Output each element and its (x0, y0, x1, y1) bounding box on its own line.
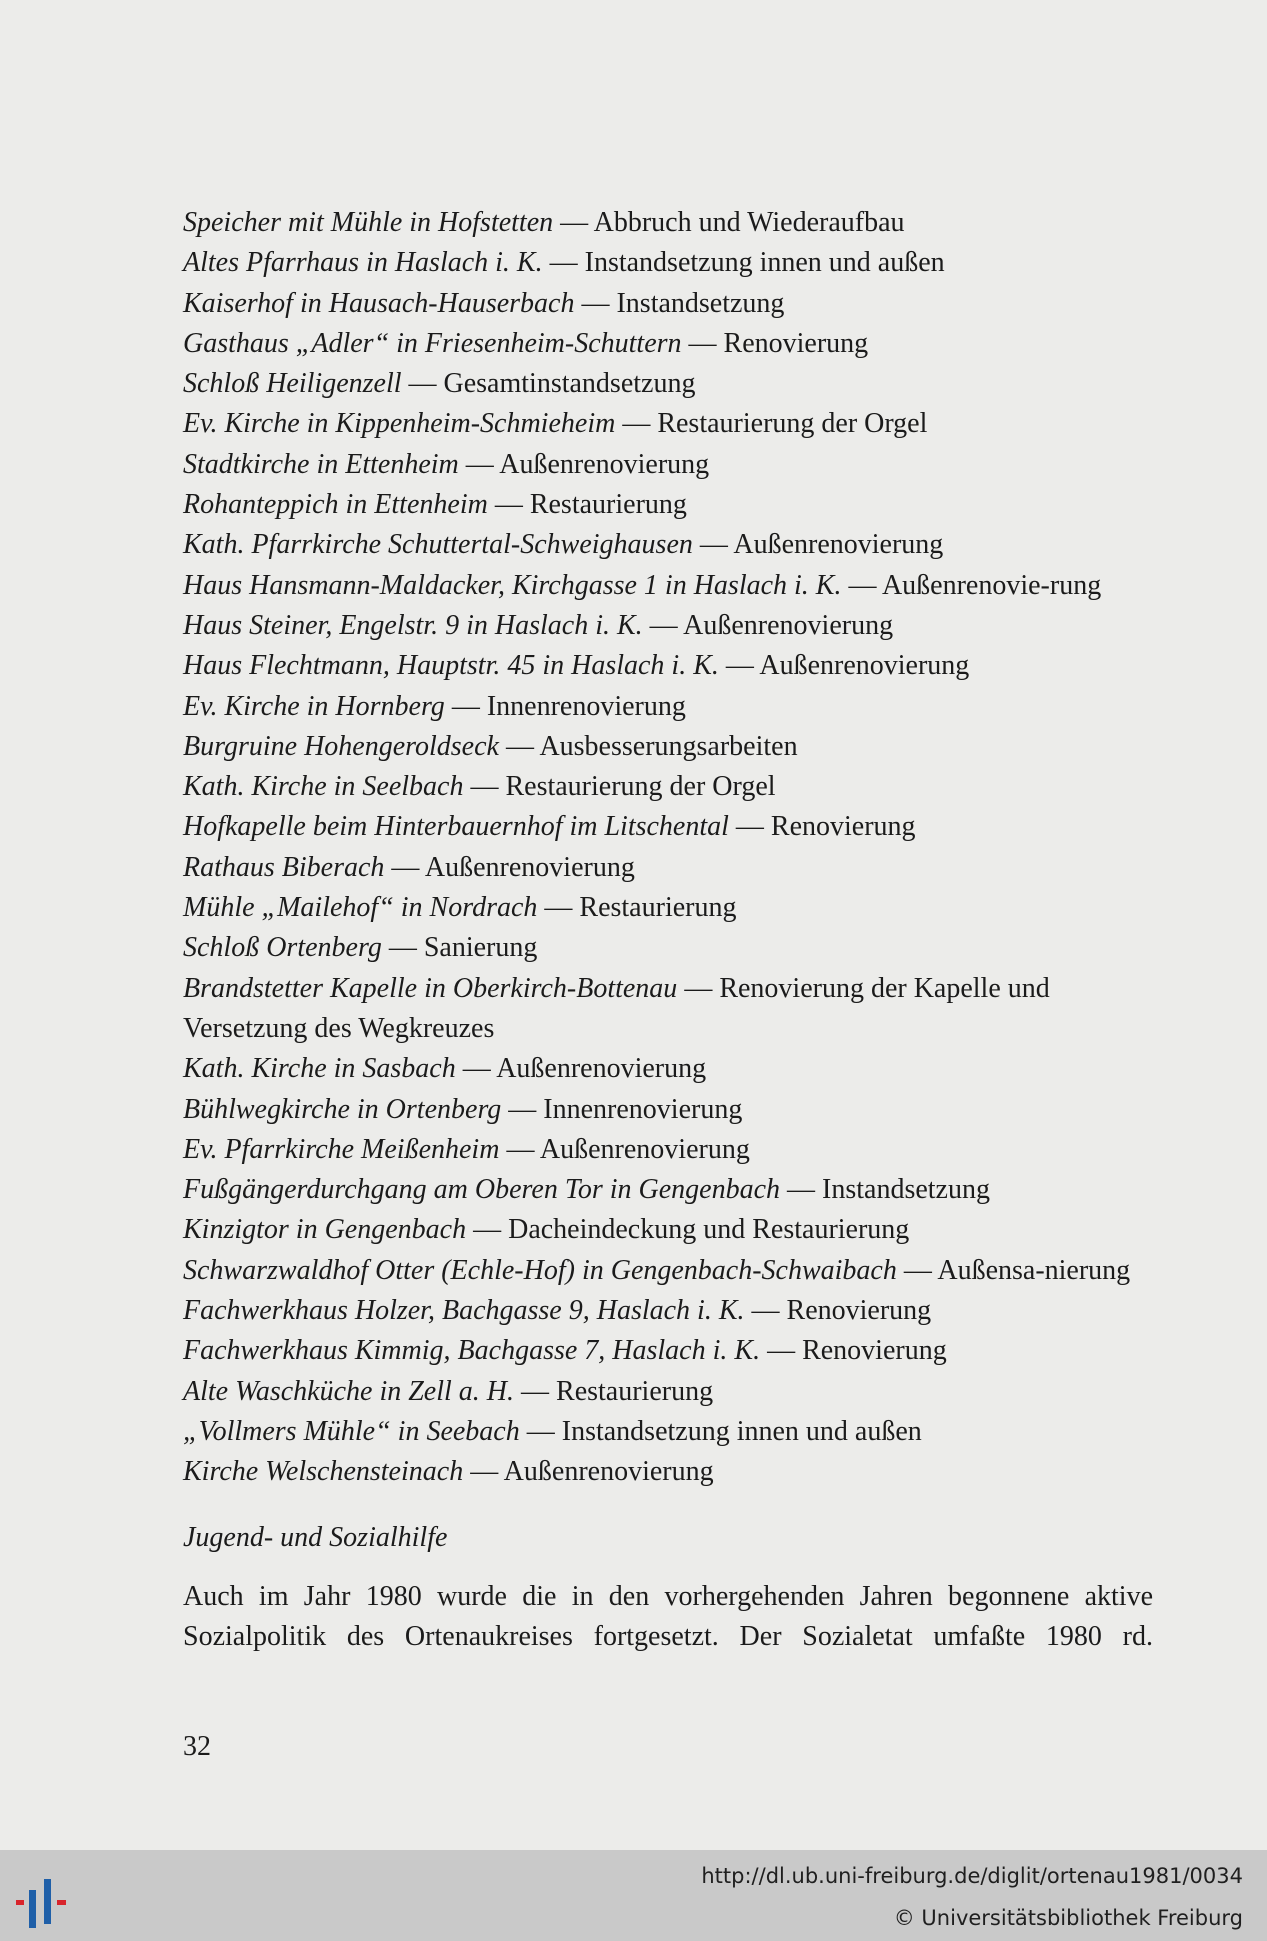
entry-separator: — (521, 1375, 550, 1407)
page-content (183, 203, 1153, 1657)
entry-name: Altes Pfarrhaus in Haslach i. K. (183, 247, 543, 279)
paragraph-line: Auch im Jahr 1980 wurde die in den vorhergehenden Jahren begonnene aktive (183, 1580, 1153, 1612)
list-item (183, 1412, 1153, 1452)
entry-separator: — (408, 368, 437, 400)
entry-separator: — (725, 650, 754, 682)
entry-action: Außensa-nierung (937, 1254, 1131, 1286)
entry-name: Fußgängerdurchgang am Oberen Tor in Gengenbach (183, 1174, 781, 1206)
entry-separator: — (688, 327, 717, 359)
entry-name: Kath. Kirche in Seelbach (183, 771, 464, 803)
list-item (183, 284, 1153, 324)
list-item (183, 1090, 1153, 1130)
entry-name: Fachwerkhaus Holzer, Bachgasse 9, Haslach i. K. (183, 1295, 745, 1327)
list-item (183, 727, 1153, 767)
list-item (183, 606, 1153, 646)
entry-separator: — (581, 287, 610, 319)
entry-separator: — (560, 207, 589, 238)
entry-separator: — (465, 448, 494, 480)
list-item (183, 928, 1153, 968)
entry-action: Außenrenovierung (496, 1053, 707, 1085)
entry-name: Rohanteppich in Ettenheim (183, 489, 488, 521)
entry-action: Renovierung (770, 811, 916, 843)
source-url[interactable]: http://dl.ub.uni-freiburg.de/diglit/ortenau1981/0034 (701, 1864, 1243, 1888)
list-item (183, 324, 1153, 364)
entry-name: Schloß Ortenberg (183, 932, 382, 964)
entry-name: Burgruine Hohengeroldseck (183, 730, 499, 762)
list-item (183, 1049, 1153, 1089)
entry-action: Innenrenovierung (543, 1093, 743, 1125)
entry-name: Hofkapelle beim Hinterbauernhof im Litschental (183, 811, 729, 843)
entry-action: Außenrenovie-rung (881, 569, 1102, 601)
entry-name: Kirche Welschensteinach (183, 1456, 464, 1488)
entry-separator: — (649, 609, 678, 641)
entry-name: Speicher mit Mühle in Hofstetten (183, 207, 554, 238)
entry-action: Instandsetzung (616, 287, 785, 319)
entry-name: Haus Steiner, Engelstr. 9 in Haslach i. K. (183, 609, 643, 641)
entry-action: Außenrenovierung (683, 609, 894, 641)
entry-name: Gasthaus „Adler“ in Friesenheim-Schuttern (183, 327, 682, 359)
entry-action: Gesamtinstandsetzung (443, 368, 696, 400)
footer-bar (0, 1850, 1267, 1941)
entry-action: Außenrenovierung (733, 529, 944, 561)
list-item (183, 1170, 1153, 1210)
page-number: 32 (183, 1731, 211, 1762)
list-item (183, 243, 1153, 283)
entry-separator: — (462, 1053, 491, 1085)
entry-action: Restaurierung (556, 1375, 714, 1407)
entry-name: Stadtkirche in Ettenheim (183, 448, 459, 480)
entry-separator: — (699, 529, 728, 561)
list-item (183, 1372, 1153, 1412)
entry-separator: — (767, 1335, 796, 1367)
entry-action: Restaurierung der Orgel (505, 771, 776, 803)
entry-action: Außenrenovierung (424, 851, 635, 883)
paragraph (183, 1577, 1153, 1658)
list-item (183, 969, 1153, 1050)
entry-separator: — (473, 1214, 502, 1246)
list-item (183, 445, 1153, 485)
entry-name: Kinzigtor in Gengenbach (183, 1214, 467, 1246)
entry-action: Restaurierung (579, 892, 737, 924)
list-item (183, 203, 1153, 243)
entry-action: Abbruch und Wiederaufbau (593, 207, 905, 238)
entry-action: Restaurierung (529, 489, 687, 521)
list-item (183, 848, 1153, 888)
entry-separator: — (622, 408, 651, 440)
entry-action: Außenrenovierung (499, 448, 710, 480)
list-item (183, 1452, 1153, 1492)
entry-action: Instandsetzung (822, 1174, 990, 1206)
entry-name: Ev. Kirche in Hornberg (183, 690, 445, 722)
entry-name: Fachwerkhaus Kimmig, Bachgasse 7, Haslach i. K. (183, 1335, 761, 1367)
list-item (183, 646, 1153, 686)
entry-separator: — (684, 972, 713, 1004)
entry-name: Ev. Kirche in Kippenheim-Schmieheim (183, 408, 616, 440)
entry-action: Innenrenovierung (486, 690, 686, 722)
entry-name: „Vollmers Mühle“ in Seebach (183, 1415, 520, 1447)
entry-action: Dacheindeckung und Restaurierung (508, 1214, 910, 1246)
entry-action: Renovierung (802, 1335, 947, 1367)
entry-action: Sanierung (423, 932, 538, 964)
entry-name: Kaiserhof in Hausach-Hauserbach (183, 287, 575, 319)
entry-action: Außenrenovierung (539, 1133, 750, 1165)
entry-separator: — (526, 1415, 555, 1447)
entry-separator: — (848, 569, 877, 601)
list-item (183, 1331, 1153, 1371)
paragraph-line: Sozialpolitik des Ortenaukreises fortgesetzt. Der Sozialetat umfaßte 1980 rd. (183, 1621, 1153, 1653)
list-item (183, 687, 1153, 727)
entry-separator: — (787, 1174, 816, 1206)
entry-separator: — (451, 690, 480, 722)
entry-name: Mühle „Mailehof“ in Nordrach (183, 892, 538, 924)
entry-name: Ev. Pfarrkirche Meißenheim (183, 1133, 500, 1165)
list-item (183, 566, 1153, 606)
entry-name: Rathaus Biberach (183, 851, 385, 883)
entry-action: Renovierung der Kapelle und Versetzung des Wegkreuzes (183, 972, 1050, 1044)
list-item (183, 1291, 1153, 1331)
list-item (183, 485, 1153, 525)
entry-action: Außenrenovierung (503, 1456, 714, 1488)
entry-separator: — (505, 730, 534, 762)
list-item (183, 1130, 1153, 1170)
list-item (183, 525, 1153, 565)
entry-separator: — (388, 932, 417, 964)
copyright-notice: © Universitätsbibliothek Freiburg (893, 1906, 1243, 1930)
entry-action: Außenrenovierung (759, 650, 970, 682)
entry-action: Restaurierung der Orgel (657, 408, 928, 440)
list-item (183, 807, 1153, 847)
list-item (183, 364, 1153, 404)
entry-name: Haus Hansmann-Maldacker, Kirchgasse 1 in Haslach i. K. (183, 569, 842, 601)
entry-action: Ausbesserungsarbeiten (539, 730, 798, 762)
entry-action: Instandsetzung innen und außen (584, 247, 945, 279)
entry-separator: — (549, 247, 578, 279)
entry-action: Renovierung (723, 327, 869, 359)
entry-separator: — (506, 1133, 535, 1165)
entry-name: Kath. Pfarrkirche Schuttertal-Schweighausen (183, 529, 693, 561)
section-heading: Jugend- und Sozialhilfe (183, 1521, 448, 1553)
list-item (183, 1210, 1153, 1250)
entry-separator: — (470, 771, 499, 803)
entry-name: Schloß Heiligenzell (183, 368, 402, 400)
entry-name: Kath. Kirche in Sasbach (183, 1053, 456, 1085)
entry-name: Brandstetter Kapelle in Oberkirch-Bottenau (183, 972, 678, 1004)
entry-list (183, 203, 1153, 1493)
list-item (183, 888, 1153, 928)
entry-name: Schwarzwaldhof Otter (Echle-Hof) in Gengenbach-Schwaibach (183, 1254, 897, 1286)
entry-action: Instandsetzung innen und außen (561, 1415, 922, 1447)
entry-separator: — (470, 1456, 499, 1488)
entry-action: Renovierung (786, 1295, 932, 1327)
entry-separator: — (751, 1295, 780, 1327)
entry-name: Alte Waschküche in Zell a. H. (183, 1375, 515, 1407)
entry-name: Bühlwegkirche in Ortenberg (183, 1093, 502, 1125)
entry-separator: — (508, 1093, 537, 1125)
list-item (183, 404, 1153, 444)
list-item (183, 1251, 1153, 1291)
entry-name: Haus Flechtmann, Hauptstr. 45 in Haslach i. K. (183, 650, 719, 682)
list-item (183, 767, 1153, 807)
entry-separator: — (735, 811, 764, 843)
entry-separator: — (903, 1254, 932, 1286)
entry-separator: — (494, 489, 523, 521)
entry-separator: — (544, 892, 573, 924)
ub-freiburg-logo-icon (14, 1873, 84, 1931)
entry-separator: — (391, 851, 420, 883)
